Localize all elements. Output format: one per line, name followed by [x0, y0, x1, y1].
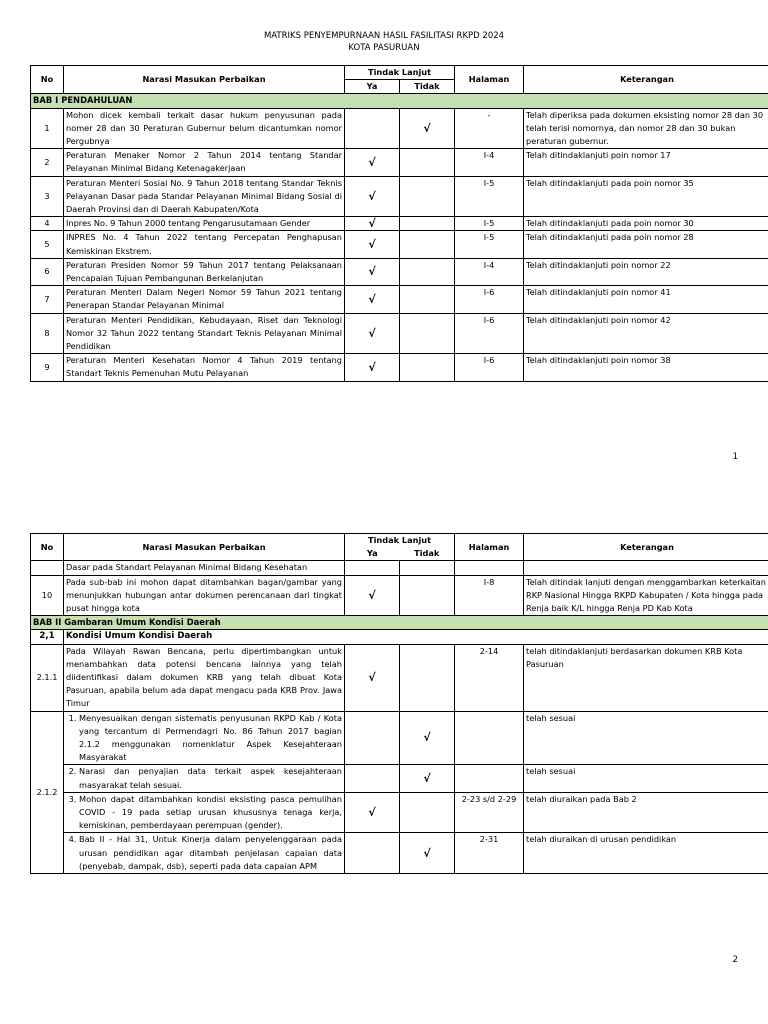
check-tidak: √	[400, 833, 455, 874]
check-ya	[345, 711, 400, 765]
row-narasi: Dasar pada Standart Pelayanan Minimal Bidang Kesehatan	[64, 561, 345, 575]
check-ya: √	[345, 354, 400, 381]
check-ya	[345, 833, 400, 874]
row-narasi: Inpres No. 9 Tahun 2000 tentang Pengarusutamaan Gender	[64, 217, 345, 231]
row-no: 5	[31, 231, 64, 258]
row-keterangan: Telah ditindaklanjuti poin nomor 42	[524, 313, 768, 354]
row-halaman: -	[455, 108, 524, 149]
title-line-1: MATRIKS PENYEMPURNAAN HASIL FASILITASI RKPD 2024	[263, 31, 505, 41]
check-ya: √	[345, 792, 400, 833]
header-no: No	[31, 534, 64, 561]
row-narasi: Peraturan Menaker Nomor 2 Tahun 2014 tentang Standar Pelayanan Minimal Bidang Ketenagakerjaan	[64, 149, 345, 176]
row-halaman: I-6	[455, 354, 524, 381]
document-title	[0, 30, 768, 54]
row-narasi: Peraturan Menteri Sosial No. 9 Tahun 2018 tentang Standar Teknis Pelayanan Dasar pada Standar Pelayanan Minimal Bidang Sosial di Daerah Provinsi dan di Daerah Kabupaten/Kota	[64, 176, 345, 217]
check-ya: √	[345, 149, 400, 176]
header-ya: Ya	[345, 80, 400, 94]
header-narasi: Narasi Masukan Perbaikan	[64, 534, 345, 561]
check-tidak	[400, 575, 455, 616]
check-tidak	[400, 176, 455, 217]
table-row	[31, 258, 768, 285]
row-keterangan: Telah ditindaklanjuti pada poin nomor 30	[524, 217, 768, 231]
header-halaman: Halaman	[455, 66, 524, 94]
check-ya	[345, 108, 400, 149]
row-halaman: I-4	[455, 258, 524, 285]
check-tidak	[400, 792, 455, 833]
header-keterangan: Keterangan	[524, 534, 768, 561]
header-no: No	[31, 66, 64, 94]
table-row-continuation	[31, 561, 768, 575]
check-tidak	[400, 258, 455, 285]
table-row	[31, 217, 768, 231]
check-tidak	[400, 231, 455, 258]
header-tindak-lanjut: Tindak Lanjut	[345, 534, 455, 548]
row-no: 9	[31, 354, 64, 381]
row-keterangan: telah sesuai	[524, 711, 768, 765]
matrix-table-page-2	[30, 533, 768, 874]
section-bab-1: BAB I PENDAHULUAN	[31, 94, 768, 108]
page-number-2: 2	[732, 955, 738, 965]
row-no: 2.1.2	[31, 711, 64, 873]
row-narasi: INPRES No. 4 Tahun 2022 tentang Percepatan Penghapusan Kemiskinan Ekstrem.	[64, 231, 345, 258]
table-row	[31, 286, 768, 313]
check-ya: √	[345, 258, 400, 285]
row-no: 7	[31, 286, 64, 313]
row-keterangan: telah diuraikan pada Bab 2	[524, 792, 768, 833]
row-halaman: I-6	[455, 286, 524, 313]
row-keterangan: Telah ditindaklanjuti pada poin nomor 35	[524, 176, 768, 217]
table-row	[31, 575, 768, 616]
subsection-title: Kondisi Umum Kondisi Daerah	[64, 630, 768, 644]
row-halaman: I-4	[455, 149, 524, 176]
check-ya	[345, 765, 400, 792]
check-tidak: √	[400, 108, 455, 149]
check-ya: √	[345, 176, 400, 217]
row-no: 8	[31, 313, 64, 354]
header-tidak: Tidak	[400, 80, 455, 94]
row-keterangan: telah ditindaklanjuti berdasarkan dokumen KRB Kota Pasuruan	[524, 644, 768, 711]
header-ya: Ya	[345, 547, 400, 561]
header-halaman: Halaman	[455, 534, 524, 561]
check-ya: √	[345, 313, 400, 354]
list-item: 4. Bab II - Hal 31, Untuk Kinerja dalam penyelenggaraan pada urusan pendidikan agar ditambah penjelasan capaian data (penyebab, dampak, dsb), seperti pada data capaian APM	[79, 833, 342, 873]
check-tidak	[400, 217, 455, 231]
row-halaman: I-8	[455, 575, 524, 616]
check-ya: √	[345, 231, 400, 258]
row-halaman: I-5	[455, 231, 524, 258]
table-row	[31, 108, 768, 149]
check-tidak	[400, 149, 455, 176]
check-ya: √	[345, 644, 400, 711]
row-halaman: 2-14	[455, 644, 524, 711]
row-narasi: Peraturan Presiden Nomor 59 Tahun 2017 tentang Pelaksanaan Pencapaian Tujuan Pembangunan Berkelanjutan	[64, 258, 345, 285]
header-tidak: Tidak	[400, 547, 455, 561]
row-no: 1	[31, 108, 64, 149]
header-narasi: Narasi Masukan Perbaikan	[64, 66, 345, 94]
table-row	[31, 354, 768, 381]
page-number-1: 1	[732, 452, 738, 462]
list-item: 3. Mohon dapat ditambahkan kondisi eksisting pasca pemulihan COVID - 19 pada setiap urusan khususnya tenaga kerja, kemiskinan, pemberdayaan perempuan (gender).	[79, 793, 342, 833]
row-halaman: 2-23 s/d 2-29	[455, 792, 524, 833]
row-halaman	[455, 765, 524, 792]
table-row	[31, 231, 768, 258]
header-tindak-lanjut: Tindak Lanjut	[345, 66, 455, 80]
row-no: 2	[31, 149, 64, 176]
row-keterangan: Telah ditindaklanjuti pada poin nomor 28	[524, 231, 768, 258]
check-tidak	[400, 313, 455, 354]
table-row	[31, 833, 768, 874]
row-narasi: Mohon dicek kembali terkait dasar hukum penyusunan pada nomer 28 dan 30 Peraturan Gubernur belum dicantumkan nomor Pergubnya	[64, 108, 345, 149]
row-narasi: Pada sub-bab ini mohon dapat ditambahkan bagan/gambar yang menunjukkan hubungan antar dokumen perencanaan dari tingkat pusat hingga kota	[64, 575, 345, 616]
check-tidak: √	[400, 711, 455, 765]
row-keterangan: Telah ditindaklanjuti poin nomor 38	[524, 354, 768, 381]
check-ya: √	[345, 575, 400, 616]
row-narasi: Peraturan Menteri Kesehatan Nomor 4 Tahun 2019 tentang Standart Teknis Pemenuhan Mutu Pelayanan	[64, 354, 345, 381]
table-row	[31, 176, 768, 217]
section-bab-2: BAB II Gambaran Umum Kondisi Daerah	[31, 616, 768, 630]
row-no: 4	[31, 217, 64, 231]
list-item: 1. Menyesuaikan dengan sistematis penyusunan RKPD Kab / Kota yang tercantum di Permendagri No. 86 Tahun 2017 bagian 2.1.2 menggunakan nomenklatur Aspek Kesejahteraan Masyarakat	[79, 712, 342, 765]
table-row	[31, 792, 768, 833]
check-tidak: √	[400, 765, 455, 792]
row-halaman: I-5	[455, 176, 524, 217]
check-tidak	[400, 286, 455, 313]
row-no: 3	[31, 176, 64, 217]
table-row	[31, 711, 768, 765]
row-no: 10	[31, 575, 64, 616]
row-keterangan: Telah ditindak lanjuti dengan menggambarkan keterkaitan RKP Nasional Hingga RKPD Kabupaten / Kota hingga pada Renja baik K/L hingga Renja PD Kab Kota	[524, 575, 768, 616]
row-halaman: I-5	[455, 217, 524, 231]
matrix-table-page-1	[30, 65, 768, 382]
row-keterangan: Telah diperiksa pada dokumen eksisting nomor 28 dan 30 telah terisi nomornya, dan nomor 28 dan 30 bukan peraturan gubernur.	[524, 108, 768, 149]
row-no: 6	[31, 258, 64, 285]
row-keterangan: Telah ditindaklanjuti poin nomor 17	[524, 149, 768, 176]
check-ya: √	[345, 217, 400, 231]
table-row	[31, 765, 768, 792]
subsection-row	[31, 630, 768, 644]
row-keterangan: Telah ditindaklanjuti poin nomor 41	[524, 286, 768, 313]
header-keterangan: Keterangan	[524, 66, 768, 94]
row-halaman: I-6	[455, 313, 524, 354]
subsection-no: 2,1	[31, 630, 64, 644]
table-row	[31, 644, 768, 711]
row-keterangan: telah sesuai	[524, 765, 768, 792]
row-narasi: Peraturan Menteri Dalam Negeri Nomor 59 Tahun 2021 tentang Penerapan Standar Pelayanan Minimal	[64, 286, 345, 313]
check-ya: √	[345, 286, 400, 313]
check-tidak	[400, 644, 455, 711]
check-tidak	[400, 354, 455, 381]
table-row	[31, 149, 768, 176]
row-halaman: 2-31	[455, 833, 524, 874]
list-item: 2. Narasi dan penyajian data terkait aspek kesejahteraan masyarakat telah sesuai.	[79, 765, 342, 791]
table-row	[31, 313, 768, 354]
row-narasi: Pada Wilayah Rawan Bencana, perlu dipertimbangkan untuk menambahkan data potensi bencana lainnya yang telah diidentifikasi dalam dokumen KRB yang telah dibuat Kota Pasuruan, apabila belum ada dapat mengacu pada KRB Prov. Jawa Timur	[64, 644, 345, 711]
title-line-2: KOTA PASURUAN	[348, 43, 420, 53]
row-narasi: Peraturan Menteri Pendidikan, Kebudayaan, Riset dan Teknologi Nomor 32 Tahun 2022 tentang Standart Teknis Pelayanan Minimal Pendidikan	[64, 313, 345, 354]
row-keterangan: Telah ditindaklanjuti poin nomor 22	[524, 258, 768, 285]
row-keterangan: telah diuraikan di urusan pendidikan	[524, 833, 768, 874]
row-no: 2.1.1	[31, 644, 64, 711]
row-halaman	[455, 711, 524, 765]
